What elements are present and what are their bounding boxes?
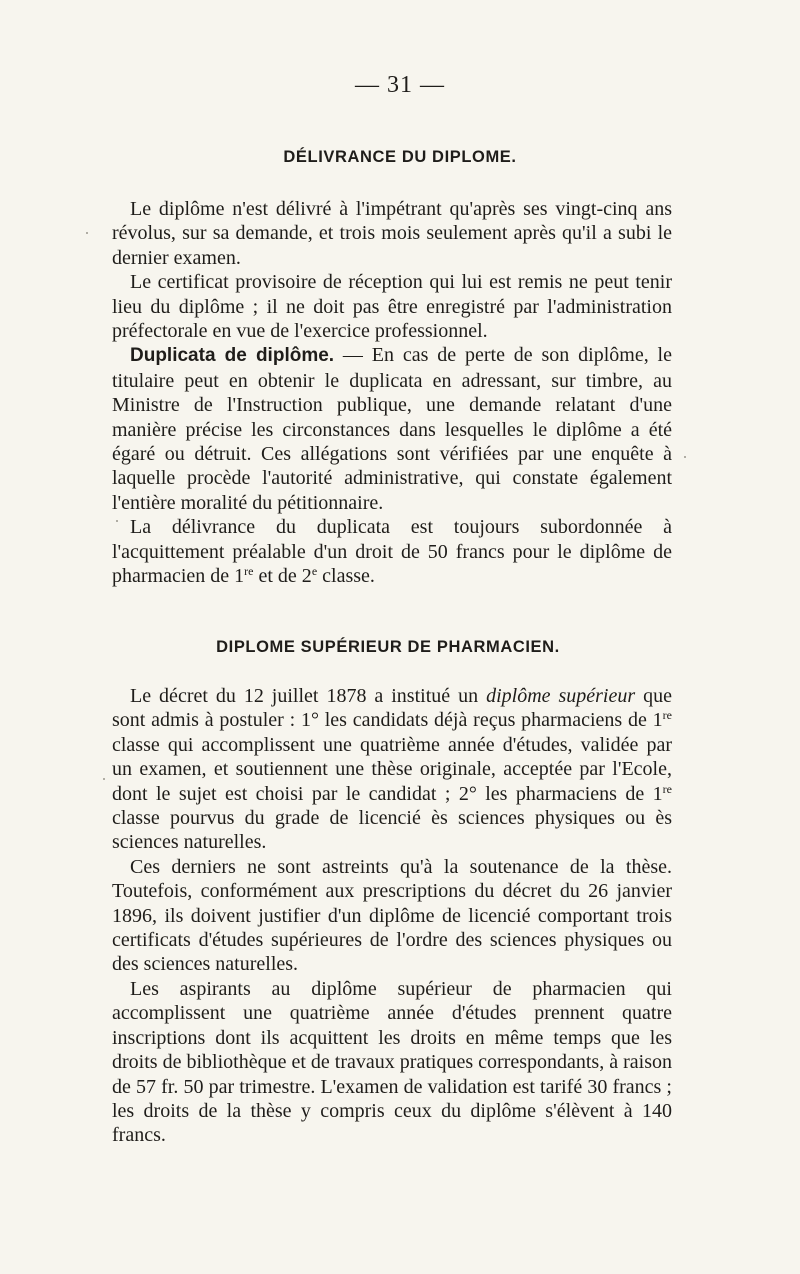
section-heading-diplome-superieur: DIPLOME SUPÉRIEUR DE PHARMACIEN.: [216, 638, 560, 656]
superscript: re: [662, 781, 672, 796]
section-body-diplome-superieur: [112, 684, 672, 1148]
italic-term: diplôme supérieur: [486, 685, 636, 707]
page-number: — 31 —: [355, 72, 445, 98]
paragraph-duplicata: [112, 343, 672, 515]
paragraph: Le certificat provisoire de réception qui lui est remis ne peut tenir lieu du diplôme ; il ne doit pas être enregistré par l'administration préfectorale en vue de l'exercice professionnel.: [112, 271, 672, 343]
paragraph: Les aspirants au diplôme supérieur de pharmacien qui accomplissent une quatrième année d'études prennent quatre inscriptions dont ils acquittent les droits en même temps que les droits de bibliothèque et de travaux pratiques correspondants, à raison de 57 fr. 50 par trimestre. L'examen de validation est tarifé 30 francs ; les droits de la thèse y compris ceux du diplôme s'élèvent à 140 francs.: [112, 977, 672, 1147]
text-run: classe qui accomplissent une quatrième année d'études, validée par un examen, et soutiennent une thèse originale, acceptée par l'Ecole, dont le sujet est choisi par le candidat ; 2° les pharmaciens de 1: [112, 733, 672, 805]
superscript: re: [244, 564, 254, 579]
paper-speck: [684, 456, 686, 458]
section-body-delivrance: [112, 197, 672, 589]
text-run: La délivrance du duplicata est toujours subordonnée à l'acquittement préalable d'un droit de 50 francs pour le diplôme de pharmacien de 1: [112, 516, 672, 588]
superscript: re: [662, 708, 672, 723]
text-run: classe.: [317, 565, 375, 588]
paragraph: Ces derniers ne sont astreints qu'à la soutenance de la thèse. Toutefois, conformément aux prescriptions du décret du 26 janvier 1896, ils doivent justifier d'un diplôme de licencié comportant trois certificats d'études supérieures de l'ordre des sciences physiques ou des sciences naturelles.: [112, 855, 672, 976]
paragraph-text: — En cas de perte de son diplôme, le titulaire peut en obtenir le duplicata en adressant, sur timbre, au Ministre de l'Instruction publique, une demande relatant d'une manière précise les circonstances dans lesquelles le diplôme a été égaré ou détruit. Ces allégations sont vérifiées par une enquête à laquelle procède l'autorité administrative, qui constate également l'entière moralité du pétitionnaire.: [112, 344, 672, 514]
paragraph: [112, 684, 672, 855]
paper-speck: [86, 232, 88, 234]
paragraph: Le diplôme n'est délivré à l'impétrant qu'après ses vingt-cinq ans révolus, sur sa demande, et trois mois seulement après qu'il a subi le dernier examen.: [112, 198, 672, 269]
run-in-heading: Duplicata de diplôme.: [130, 345, 335, 367]
text-run: classe pourvus du grade de licencié ès sciences physiques ou ès sciences naturelles.: [112, 807, 672, 854]
text-run: Le décret du 12 juillet 1878 a institué un: [130, 685, 487, 707]
paper-speck: [103, 778, 105, 780]
paragraph: [112, 515, 672, 588]
superscript: e: [311, 564, 318, 579]
section-heading-delivrance: DÉLIVRANCE DU DIPLOME.: [283, 148, 517, 166]
paper-speck: [116, 520, 118, 522]
text-run: que sont admis à postuler : 1° les candidats déjà reçus pharmaciens de 1: [112, 685, 672, 732]
text-run: et de 2: [253, 565, 312, 588]
